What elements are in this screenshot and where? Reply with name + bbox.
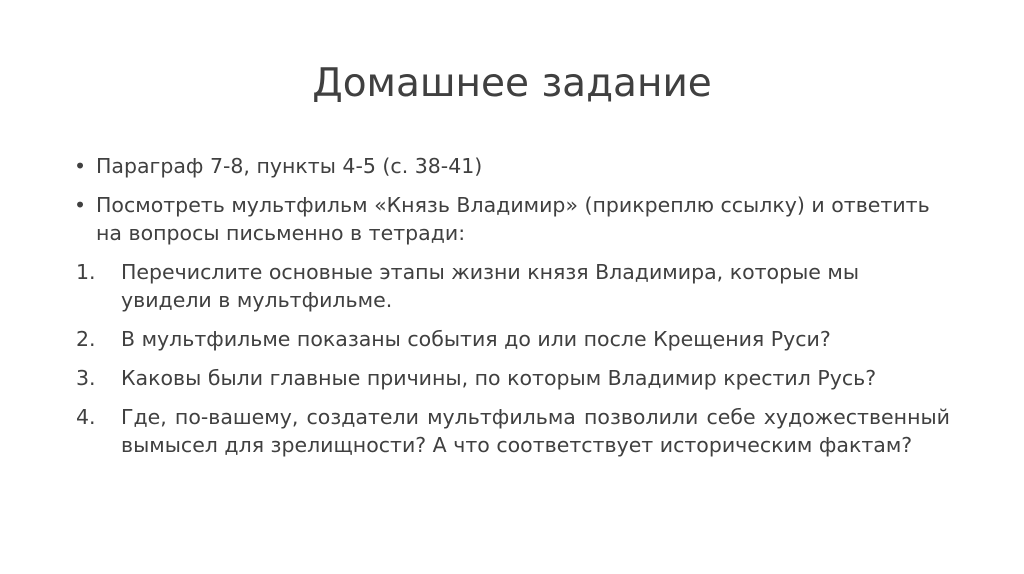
question-number: 4.: [76, 405, 96, 429]
bullet-marker: •: [74, 154, 87, 178]
question-text: Где, по-вашему, создатели мультфильма позволили себе художественный вымысел для зрелищности? А что соответствует историческим фактам?: [121, 405, 950, 457]
question-item: [72, 403, 950, 459]
question-item: [72, 258, 950, 314]
bullet-marker: •: [74, 193, 87, 217]
question-number: 1.: [76, 260, 96, 284]
question-text: Перечислите основные этапы жизни князя Владимира, которые мы увидели в мультфильме.: [121, 260, 860, 312]
bullet-item: [72, 152, 950, 180]
slide-title: Домашнее задание: [312, 61, 712, 106]
question-number: 3.: [76, 366, 96, 390]
question-text: Каковы были главные причины, по которым Владимир крестил Русь?: [121, 366, 877, 390]
slide-body: [72, 152, 950, 470]
question-text: В мультфильме показаны события до или после Крещения Руси?: [121, 327, 831, 351]
question-item: [72, 364, 950, 392]
bullet-text: Параграф 7-8, пункты 4-5 (с. 38-41): [96, 154, 483, 178]
question-number: 2.: [76, 327, 96, 351]
question-item: [72, 325, 950, 353]
bullet-text: Посмотреть мультфильм «Князь Владимир» (прикреплю ссылку) и ответить на вопросы письменно в тетради:: [96, 193, 930, 245]
bullet-item: [72, 191, 950, 247]
